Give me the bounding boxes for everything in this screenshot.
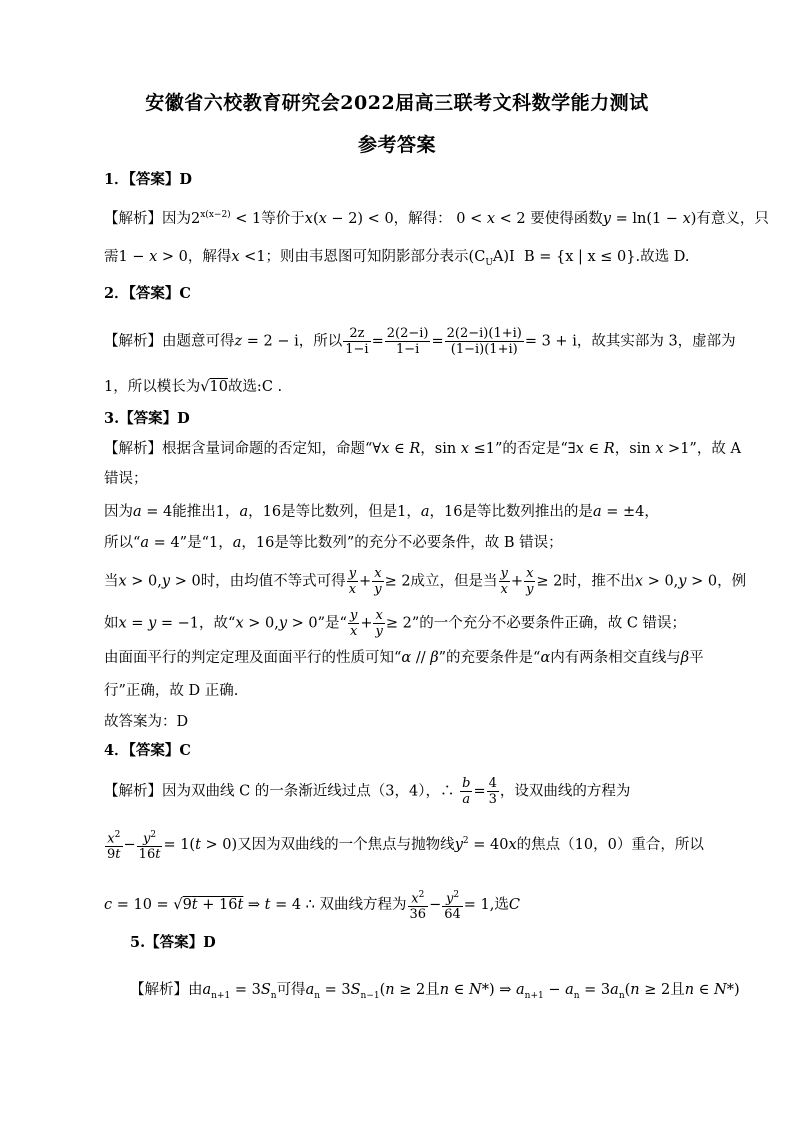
q2-explanation-line2: 1，所以模长为√10故选:C . [104,379,283,395]
page-subtitle: 参考答案 [357,134,436,156]
q3-explanation-line7: 由面面平行的判定定理及面面平行的性质可知“α // β”的充要条件是“α内有两条相交直线与β平 [104,650,704,666]
q1-answer-heading: 1．【答案】D [104,171,192,188]
q4-answer-heading: 4．【答案】C [104,742,191,759]
q1-explanation-line1: 【解析】因为$2^{x(x-2)} < 1$等价于x(x − 2) < 0，解得： 0 < x < 2 要使得函数y = ln(1 − x)有意义，只 [104,210,769,227]
q3-explanation-line1: 【解析】根据含量词命题的否定知，命题“∀x ∈ R，sin x ≤1”的否定是“∃x ∈ R，sin x >1”，故 A [104,441,741,457]
q3-explanation-line4: 所以“a = 4”是“1，a，16是等比数列”的充分不必要条件，故 B 错误； [104,535,563,551]
page-title: 安徽省六校教育研究会2022届高三联考文科数学能力测试 [145,92,649,114]
q3-explanation-line3: 因为a = 4能推出1，a，16是等比数列，但是1，a，16是等比数列推出的是a = ±4， [104,504,659,520]
q2-explanation-line1: 【解析】由题意可得z = 2 − i，所以 $\frac{2z}{1-i}$ = $\frac{2(2-i)}{1-i}$ = $\frac{2(2-i)(1+i)}{(1-i)(1+i)}$ = 3 + i，故其实部为 3，虚部为 [104,326,736,357]
q3-answer-heading: 3.【答案】D [104,410,190,427]
q5-answer-heading: 5.【答案】D [130,934,216,951]
q3-explanation-line2: 错误； [104,471,148,487]
q5-explanation-line1: 【解析】由$a_{n+1} = 3S_n$可得$a_n = 3S_{n-1}(n \ge 2$且n ∈ N*) ⇒ $a_{n+1} - a_n = 3a_n(n \ge 2$且n ∈ N*) [130,982,740,1001]
q3-final-answer: 故答案为：D [104,714,189,730]
q2-answer-heading: 2．【答案】C [104,285,191,302]
q3-explanation-line8: 行”正确，故 D 正确. [104,683,239,699]
q4-explanation-line3: c = 10 = √9t + 16t ⇒ t = 4 ∴ 双曲线方程为 $\frac{x^2}{36}$ − $\frac{y^2}{64}$ = 1,选C [104,890,520,923]
q4-explanation-line2: $\frac{x^2}{9t}$ − $\frac{y^2}{16t}$ = 1(t > 0)又因为双曲线的一个焦点与抛物线$y^2 = 40x$的焦点（10，0）重合，所以 [107,830,704,863]
q4-explanation-line1: 【解析】因为双曲线 C 的一条渐近线过点（3，4），∴ $\frac{b}{a}$ = $\frac{4}{3}$ ，设双曲线的方程为 [104,776,631,807]
q3-explanation-line6: 如x = y = −1，故“x > 0,y > 0”是“ $\frac{y}{x}$ + $\frac{x}{y}$ ≥ 2”的一个充分不必要条件正确，故 C 错误； [104,608,687,639]
q1-explanation-line2: 需1 − x > 0，解得x <1；则由韦恩图可知阴影部分表示$(C_UA)I$ B = {x | x ≤ 0}.故选 D. [104,249,690,268]
q3-explanation-line5: 当x > 0,y > 0时，由均值不等式可得 $\frac{y}{x}$ + $\frac{x}{y}$ ≥ 2成立，但是当 $\frac{y}{x}$ + $\frac{x}{y}$ ≥ 2时，推不出x > 0,y > 0，例 [104,566,747,597]
